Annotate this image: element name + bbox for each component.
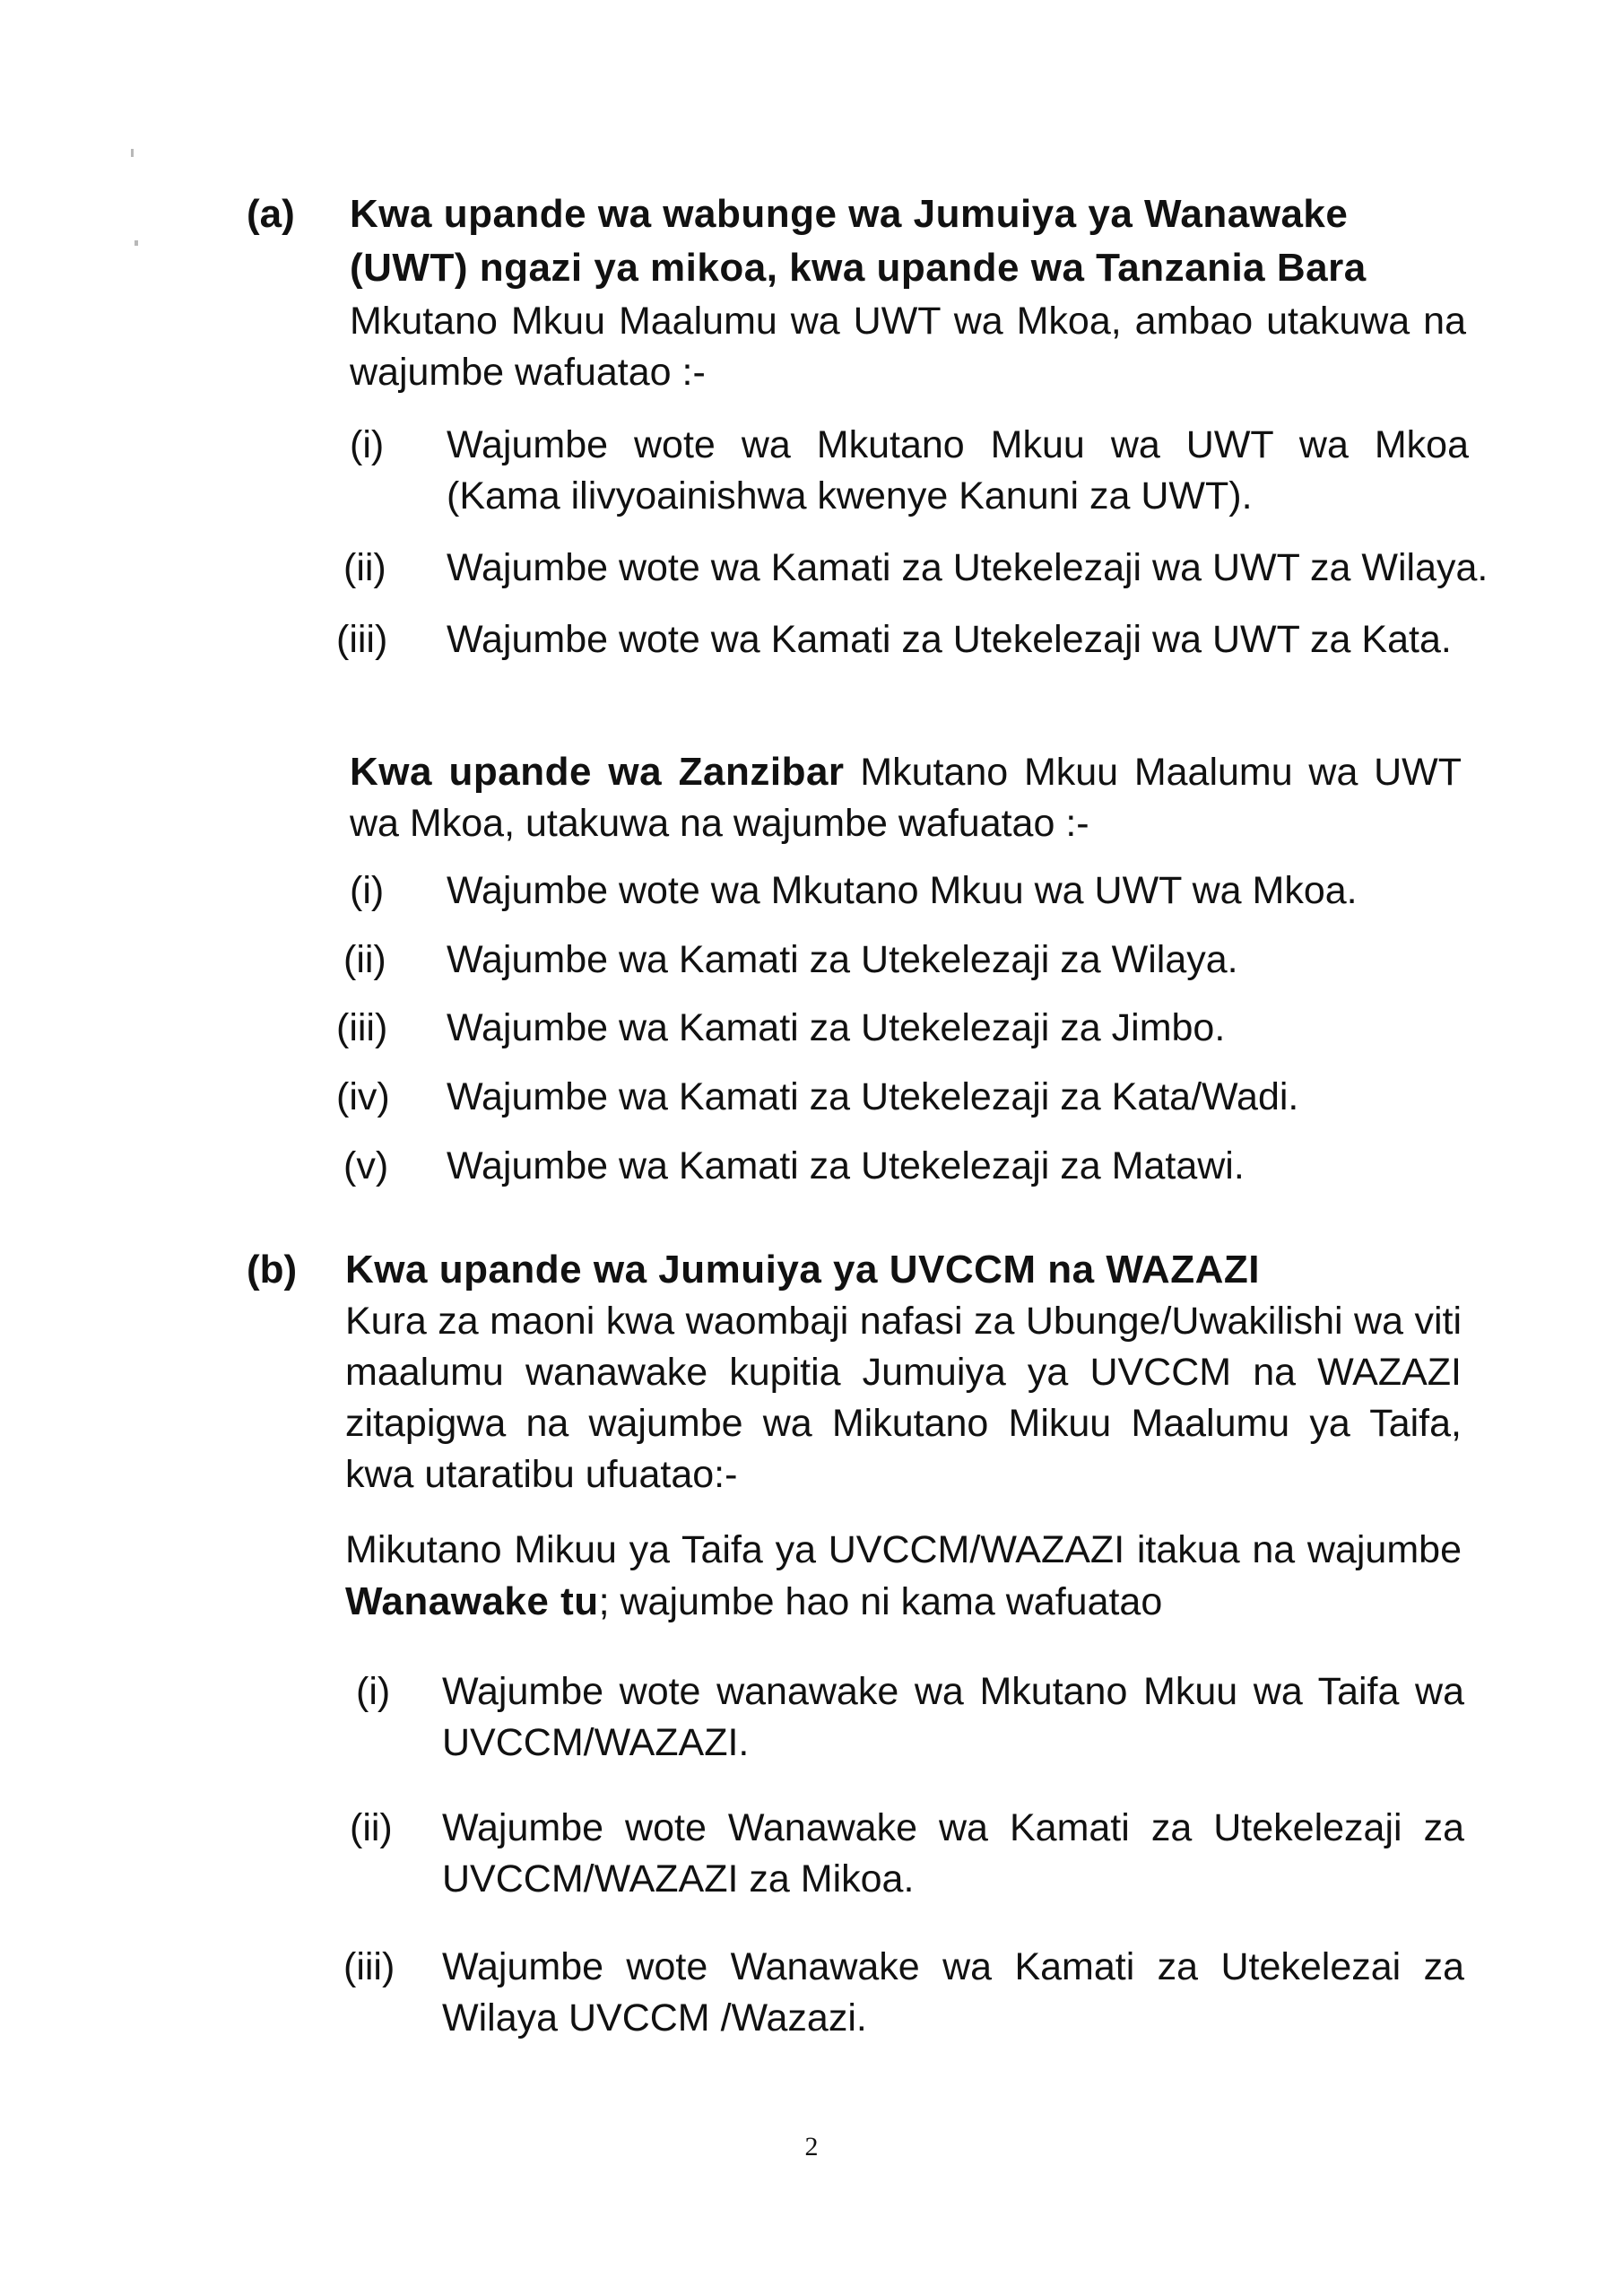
list-item-text: Wajumbe wote wa Kamati za Utekelezaji wa UWT za Kata. bbox=[447, 618, 1452, 661]
list-item-number: (ii) bbox=[343, 546, 386, 589]
list-item-number: (ii) bbox=[343, 938, 386, 981]
section-b-intro: Kura za maoni kwa waombaji nafasi za Ubunge/Uwakilishi wa viti maalumu wanawake kupitia Jumuiya ya UVCCM na WAZAZI zitapigwa na wajumbe wa Mikutano Mikuu Maalumu ya Taifa, kwa utaratibu ufuatao:- bbox=[345, 1300, 1462, 1496]
list-item-number: (ii) bbox=[350, 1806, 393, 1849]
section-b-paragraph bbox=[345, 1525, 1462, 1628]
section-a-intro: Mkutano Mkuu Maalumu wa UWT wa Mkoa, ambao utakuwa na wajumbe wafuatao :- bbox=[350, 300, 1466, 394]
list-item-number: (i) bbox=[350, 423, 385, 466]
zanzibar-intro bbox=[350, 746, 1462, 849]
list-item-text: Wajumbe wa Kamati za Utekelezaji za Kata/Wadi. bbox=[447, 1075, 1299, 1118]
list-item-number: (v) bbox=[343, 1144, 389, 1187]
list-item-text: Wajumbe wote Wanawake wa Kamati za Utekelezai za Wilaya UVCCM /Wazazi. bbox=[442, 1945, 1464, 2039]
list-item-number: (iii) bbox=[343, 1945, 395, 1988]
list-item-text: Wajumbe wote wa Kamati za Utekelezaji wa UWT za Wilaya. bbox=[447, 546, 1488, 589]
page-number: 2 bbox=[804, 2132, 819, 2161]
paragraph-text-end: ; wajumbe hao ni kama wafuatao bbox=[598, 1580, 1163, 1623]
list-item-text: Wajumbe wote wa Mkutano Mkuu wa UWT wa Mkoa. bbox=[447, 869, 1358, 912]
section-a-heading-line1: Kwa upande wa wabunge wa Jumuiya ya Wanawake bbox=[350, 192, 1349, 236]
paragraph-text: Mikutano Mikuu ya Taifa ya UVCCM/WAZAZI itakua na wajumbe bbox=[345, 1528, 1462, 1571]
list-item-text: Wajumbe wote wanawake wa Mkutano Mkuu wa Taifa wa UVCCM/WAZAZI. bbox=[442, 1670, 1464, 1764]
section-a-marker: (a) bbox=[247, 192, 295, 236]
list-item-number: (iii) bbox=[336, 1006, 388, 1049]
list-item-text: Wajumbe wa Kamati za Utekelezaji za Matawi. bbox=[447, 1144, 1245, 1187]
paragraph-bold: Wanawake tu bbox=[345, 1579, 599, 1623]
section-b-heading: Kwa upande wa Jumuiya ya UVCCM na WAZAZI bbox=[345, 1248, 1260, 1292]
list-item-number: (i) bbox=[350, 869, 385, 912]
list-item-number: (iii) bbox=[336, 618, 388, 661]
scan-speck bbox=[131, 149, 134, 157]
zanzibar-intro-text: Mkutano Mkuu Maalumu wa UWT wa Mkoa, utakuwa na wajumbe wafuatao :- bbox=[350, 751, 1462, 845]
section-b-marker: (b) bbox=[247, 1248, 298, 1292]
scan-speck bbox=[135, 240, 138, 246]
list-item-number: (iv) bbox=[336, 1075, 390, 1118]
list-item-number: (i) bbox=[356, 1670, 391, 1713]
list-item-text: Wajumbe wa Kamati za Utekelezaji za Jimbo. bbox=[447, 1006, 1226, 1049]
zanzibar-intro-bold: Kwa upande wa Zanzibar bbox=[350, 750, 845, 794]
list-item-text: Wajumbe wote wa Mkutano Mkuu wa UWT wa Mkoa (Kama ilivyoainishwa kwenye Kanuni za UWT). bbox=[447, 423, 1469, 517]
list-item-text: Wajumbe wa Kamati za Utekelezaji za Wilaya. bbox=[447, 938, 1238, 981]
section-a-heading-line2: (UWT) ngazi ya mikoa, kwa upande wa Tanzania Bara bbox=[350, 246, 1367, 290]
list-item-text: Wajumbe wote Wanawake wa Kamati za Utekelezaji za UVCCM/WAZAZI za Mikoa. bbox=[442, 1806, 1464, 1900]
